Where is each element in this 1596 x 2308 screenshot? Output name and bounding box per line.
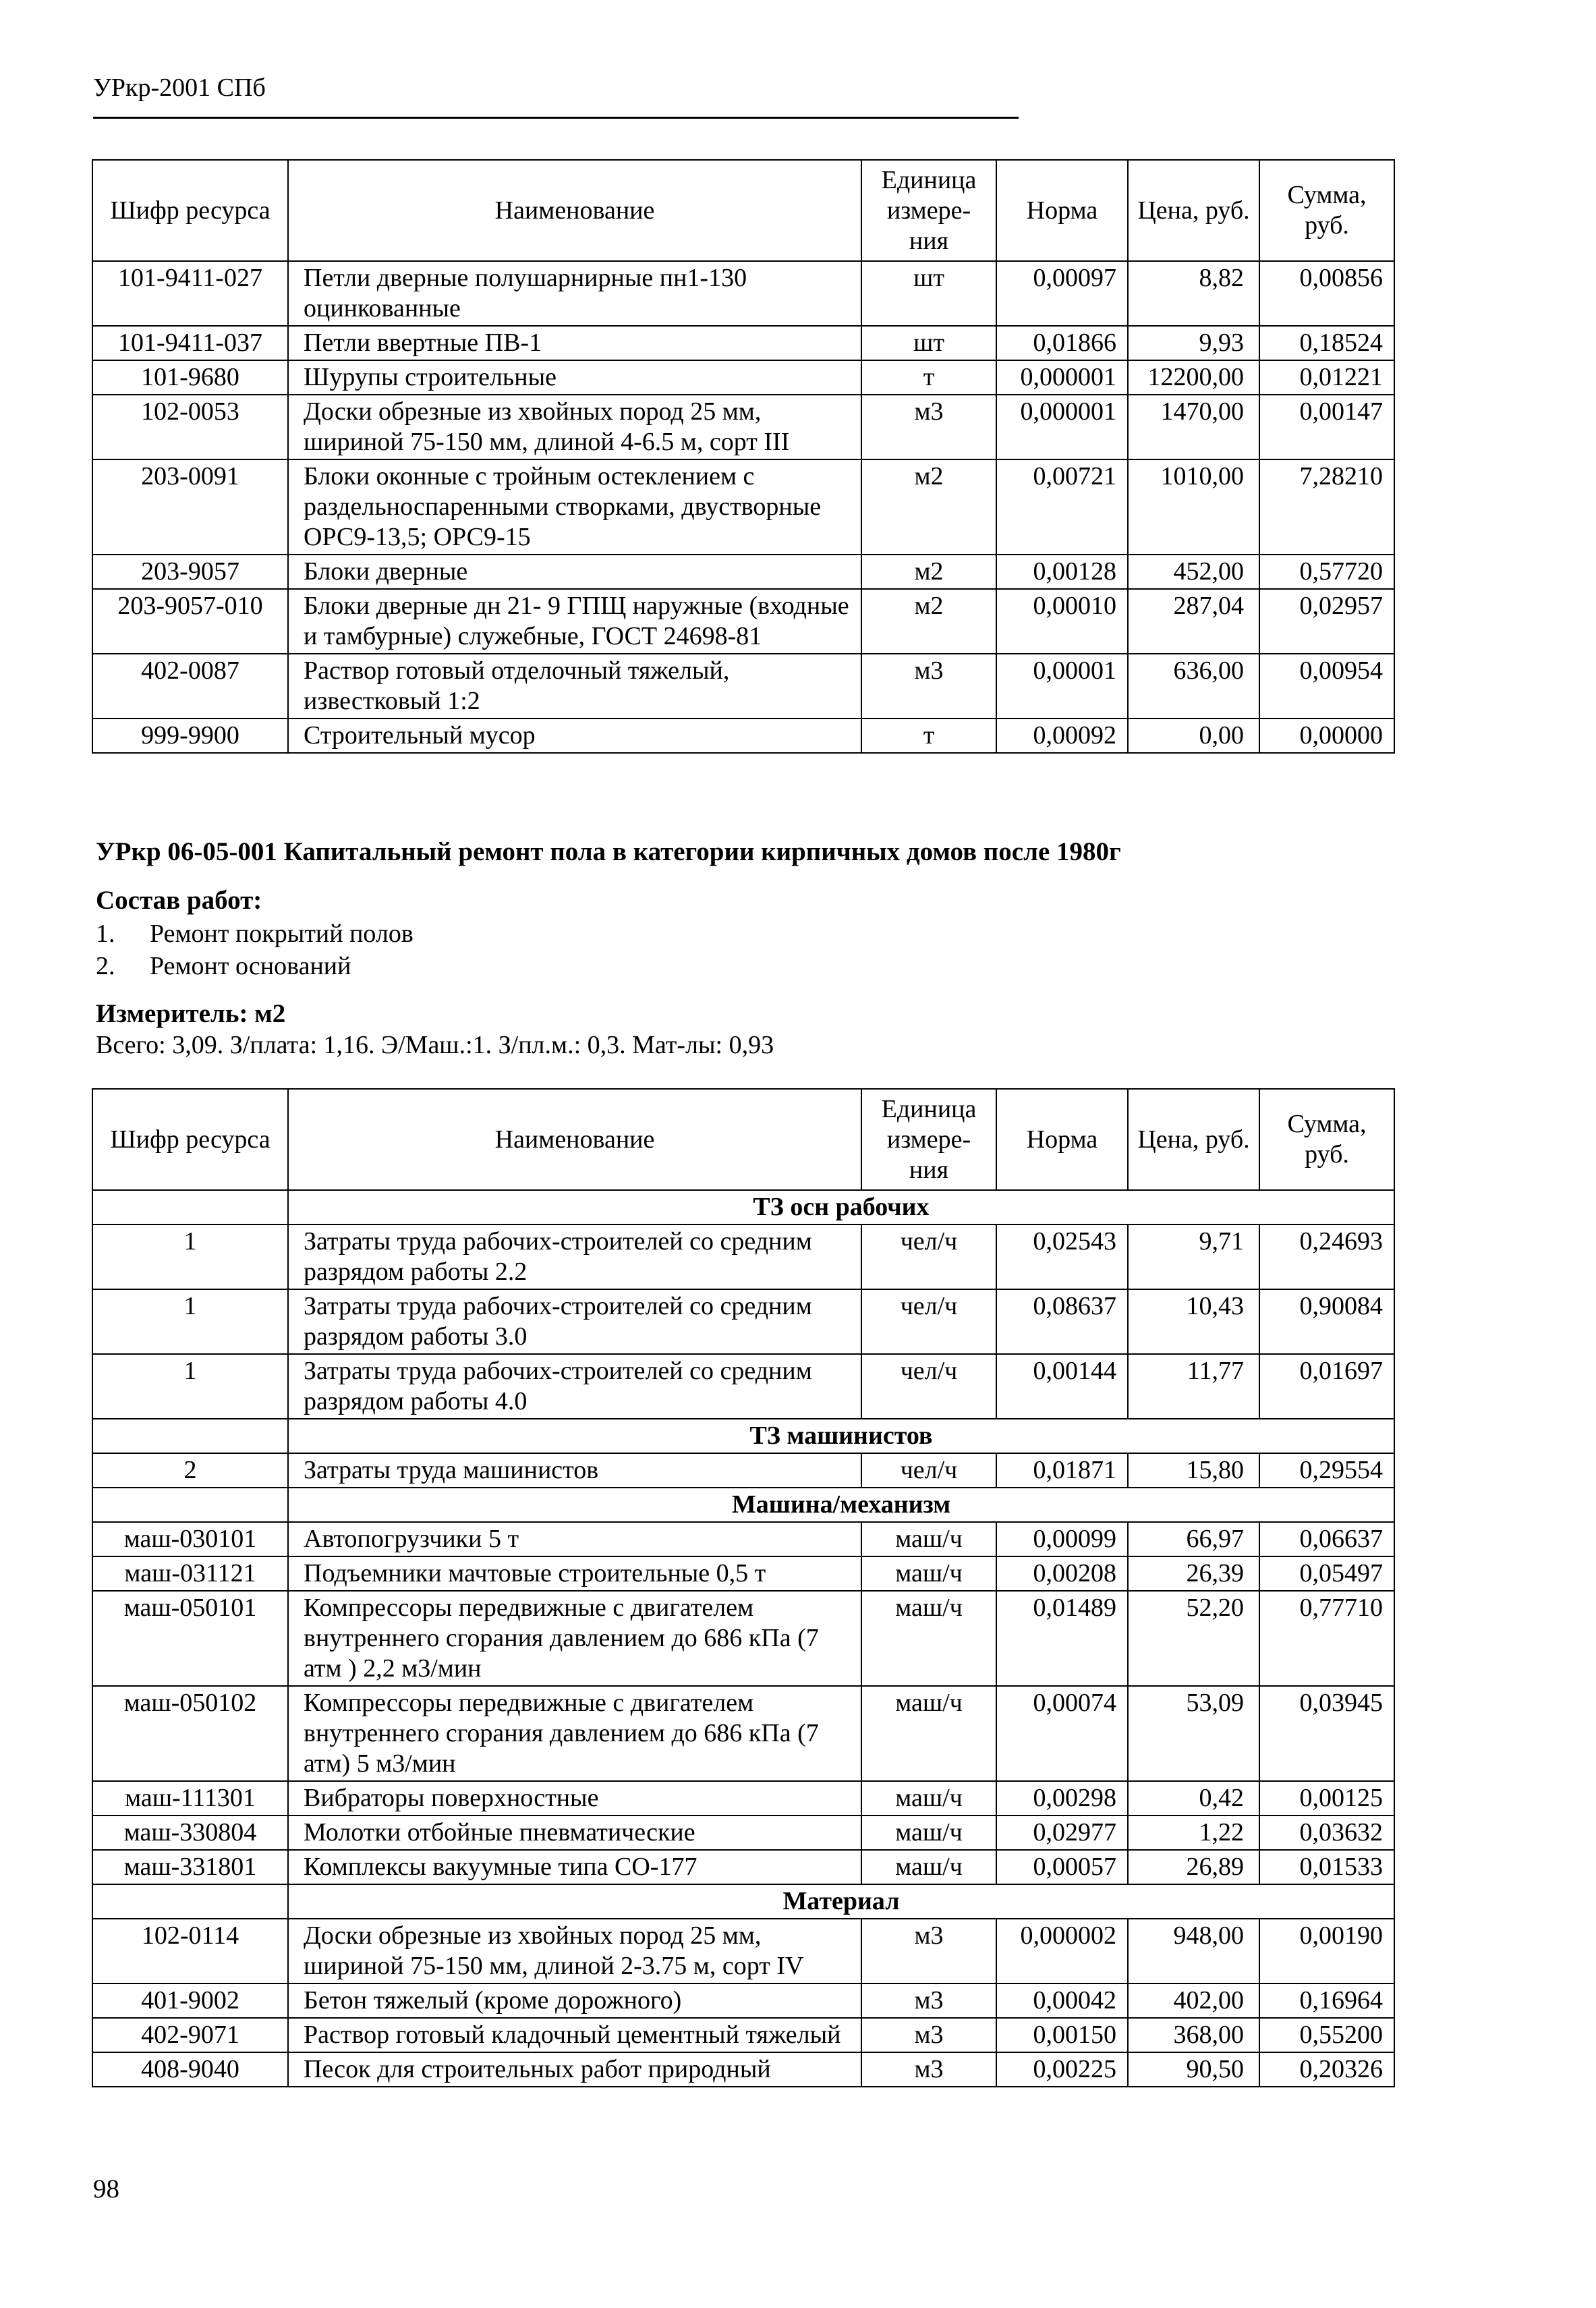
cell-norm: 0,00010 [996,589,1128,654]
cell-name: Компрессоры передвижные с двигателем внутреннего сгорания давлением до 686 кПа (7 атм ) 2,2 м3/мин [288,1591,861,1686]
cell-name: Шурупы строительные [288,360,861,395]
cell-name: Комплексы вакуумные типа СО-177 [288,1850,861,1884]
cell-price: 26,39 [1128,1556,1259,1591]
cell-sum: 0,06637 [1259,1522,1394,1556]
cell-sum: 0,05497 [1259,1556,1394,1591]
cell-sum: 0,03632 [1259,1816,1394,1850]
cell-code: маш-050102 [92,1686,288,1781]
cell-norm: 0,00225 [996,2052,1128,2087]
cell-norm: 0,00097 [996,261,1128,326]
table-row [92,261,1394,326]
cell-unit: маш/ч [861,1686,996,1781]
table-row [92,360,1394,395]
cell-name: Блоки оконные с тройным остеклением с раздельноспаренными створками, двустворные ОРС9-13,5; ОРС9-15 [288,459,861,555]
cell-price: 636,00 [1128,654,1259,719]
group-title: ТЗ машинистов [288,1419,1394,1453]
table-row [92,1686,1394,1781]
cell-code [92,1190,288,1225]
cell-name: Раствор готовый отделочный тяжелый, известковый 1:2 [288,654,861,719]
cell-name: Подъемники мачтовые строительные 0,5 т [288,1556,861,1591]
cell-code: 402-9071 [92,2018,288,2052]
cell-norm: 0,01489 [996,1591,1128,1686]
cell-price: 452,00 [1128,555,1259,589]
cell-sum: 0,24693 [1259,1225,1394,1289]
cell-name: Доски обрезные из хвойных пород 25 мм, шириной 75-150 мм, длиной 4-6.5 м, сорт III [288,395,861,459]
cell-unit: маш/ч [861,1556,996,1591]
cell-norm: 0,00298 [996,1781,1128,1816]
cell-norm: 0,01866 [996,326,1128,360]
cell-price: 1,22 [1128,1816,1259,1850]
column-header-code: Шифр ресурса [92,160,288,261]
column-header-code: Шифр ресурса [92,1089,288,1190]
cell-price: 15,80 [1128,1453,1259,1488]
cell-code: 203-0091 [92,459,288,555]
cell-code: маш-050101 [92,1591,288,1686]
cell-name: Молотки отбойные пневматические [288,1816,861,1850]
cell-norm: 0,01871 [996,1453,1128,1488]
cell-unit: т [861,360,996,395]
cell-unit: маш/ч [861,1816,996,1850]
group-header-row [92,1190,1394,1225]
cell-sum: 0,18524 [1259,326,1394,360]
page-number: 98 [93,2174,119,2203]
cell-unit: м3 [861,2018,996,2052]
cell-norm: 0,08637 [996,1289,1128,1354]
list-item [96,918,414,950]
cell-norm: 0,00001 [996,654,1128,719]
table-row [92,1816,1394,1850]
measure-unit: Измеритель: м2 [96,999,286,1028]
cell-name: Вибраторы поверхностные [288,1781,861,1816]
cell-name: Петли ввертные ПВ-1 [288,326,861,360]
cell-code: 203-9057 [92,555,288,589]
cell-sum: 0,01533 [1259,1850,1394,1884]
cell-name: Бетон тяжелый (кроме дорожного) [288,1983,861,2018]
column-header-norm: Норма [996,160,1128,261]
cell-norm: 0,00208 [996,1556,1128,1591]
cell-code: 999-9900 [92,719,288,753]
cell-sum: 0,16964 [1259,1983,1394,2018]
cell-price: 948,00 [1128,1919,1259,1983]
cell-sum: 0,57720 [1259,555,1394,589]
cell-unit: м3 [861,1919,996,1983]
cell-sum: 0,03945 [1259,1686,1394,1781]
cell-price: 1470,00 [1128,395,1259,459]
cell-unit: м3 [861,395,996,459]
cell-name: Блоки дверные [288,555,861,589]
cell-norm: 0,000001 [996,395,1128,459]
cell-sum: 0,29554 [1259,1453,1394,1488]
cell-name: Раствор готовый кладочный цементный тяжелый [288,2018,861,2052]
cell-price: 8,82 [1128,261,1259,326]
cell-sum: 0,02957 [1259,589,1394,654]
cell-norm: 0,02543 [996,1225,1128,1289]
resource-table-1 [92,159,1395,754]
cell-norm: 0,00074 [996,1686,1128,1781]
cell-price: 1010,00 [1128,459,1259,555]
cell-unit: м2 [861,589,996,654]
cell-code: 102-0114 [92,1919,288,1983]
cell-sum: 0,00125 [1259,1781,1394,1816]
table-row [92,1781,1394,1816]
cell-code: маш-111301 [92,1781,288,1816]
cell-code [92,1884,288,1919]
cell-unit: м3 [861,654,996,719]
cell-unit: м3 [861,2052,996,2087]
cell-code: 2 [92,1453,288,1488]
header-divider [93,117,1019,119]
group-title: Машина/механизм [288,1488,1394,1522]
cell-price: 10,43 [1128,1289,1259,1354]
cell-code: 402-0087 [92,654,288,719]
table-row [92,589,1394,654]
table-row [92,2018,1394,2052]
table-row [92,555,1394,589]
table-row [92,1453,1394,1488]
cell-name: Затраты труда рабочих-строителей со средним разрядом работы 4.0 [288,1354,861,1419]
table-row [92,1289,1394,1354]
cell-unit: маш/ч [861,1850,996,1884]
group-header-row [92,1488,1394,1522]
cell-unit: маш/ч [861,1781,996,1816]
cell-price: 52,20 [1128,1591,1259,1686]
list-item-text: Ремонт оснований [150,952,351,980]
cell-name: Песок для строительных работ природный [288,2052,861,2087]
cell-code [92,1419,288,1453]
cell-price: 26,89 [1128,1850,1259,1884]
column-header-unit: Единица измере-ния [861,1089,996,1190]
column-header-price: Цена, руб. [1128,160,1259,261]
cell-sum: 0,01221 [1259,360,1394,395]
cell-unit: м3 [861,1983,996,2018]
cell-norm: 0,00092 [996,719,1128,753]
table-row [92,1522,1394,1556]
cell-price: 0,00 [1128,719,1259,753]
section-title: УРкр 06-05-001 Капитальный ремонт пола в категории кирпичных домов после 1980г [96,837,1121,866]
cell-price: 53,09 [1128,1686,1259,1781]
cell-sum: 0,00856 [1259,261,1394,326]
table-row [92,326,1394,360]
column-header-sum: Сумма, руб. [1259,160,1394,261]
cell-code: 1 [92,1289,288,1354]
cell-sum: 0,20326 [1259,2052,1394,2087]
cell-unit: шт [861,326,996,360]
cell-price: 0,42 [1128,1781,1259,1816]
cell-price: 9,93 [1128,326,1259,360]
table-row [92,395,1394,459]
cell-norm: 0,00144 [996,1354,1128,1419]
cell-price: 66,97 [1128,1522,1259,1556]
page-header: УРкр-2001 СПб [93,74,266,102]
list-item-number: 1. [96,920,115,948]
cell-sum: 7,28210 [1259,459,1394,555]
table-row [92,2052,1394,2087]
column-header-norm: Норма [996,1089,1128,1190]
cell-unit: чел/ч [861,1289,996,1354]
cell-code: 1 [92,1225,288,1289]
cell-price: 9,71 [1128,1225,1259,1289]
cost-totals: Всего: 3,09. З/плата: 1,16. Э/Маш.:1. З/пл.м.: 0,3. Мат-лы: 0,93 [96,1031,774,1059]
table-row [92,1556,1394,1591]
cell-price: 12200,00 [1128,360,1259,395]
cell-sum: 0,01697 [1259,1354,1394,1419]
cell-name: Затраты труда машинистов [288,1453,861,1488]
cell-sum: 0,55200 [1259,2018,1394,2052]
cell-name: Блоки дверные дн 21- 9 ГПЩ наружные (входные и тамбурные) служебные, ГОСТ 24698-81 [288,589,861,654]
cell-sum: 0,00147 [1259,395,1394,459]
cell-norm: 0,00042 [996,1983,1128,2018]
cell-unit: маш/ч [861,1591,996,1686]
cell-sum: 0,77710 [1259,1591,1394,1686]
cell-unit: м2 [861,555,996,589]
cell-code [92,1488,288,1522]
table-body [92,1190,1394,2087]
cell-code: 408-9040 [92,2052,288,2087]
table-row [92,719,1394,753]
cell-code: 101-9411-027 [92,261,288,326]
group-header-row [92,1884,1394,1919]
works-list [96,918,414,982]
cell-name: Затраты труда рабочих-строителей со средним разрядом работы 2.2 [288,1225,861,1289]
cell-price: 287,04 [1128,589,1259,654]
table-row [92,1354,1394,1419]
list-item [96,950,414,982]
group-title: Материал [288,1884,1394,1919]
column-header-unit: Единица измере-ния [861,160,996,261]
cell-code: 101-9680 [92,360,288,395]
column-header-name: Наименование [288,1089,861,1190]
cell-unit: м2 [861,459,996,555]
cell-code: маш-331801 [92,1850,288,1884]
table-body [92,261,1394,753]
table-row [92,1225,1394,1289]
cell-code: 401-9002 [92,1983,288,2018]
cell-unit: маш/ч [861,1522,996,1556]
cell-sum: 0,00954 [1259,654,1394,719]
cell-sum: 0,00000 [1259,719,1394,753]
cell-norm: 0,000002 [996,1919,1128,1983]
cell-sum: 0,00190 [1259,1919,1394,1983]
cell-unit: шт [861,261,996,326]
cell-unit: чел/ч [861,1453,996,1488]
cell-price: 368,00 [1128,2018,1259,2052]
list-item-text: Ремонт покрытий полов [150,920,414,948]
cell-unit: чел/ч [861,1354,996,1419]
cell-name: Автопогрузчики 5 т [288,1522,861,1556]
cell-norm: 0,02977 [996,1816,1128,1850]
cell-name: Строительный мусор [288,719,861,753]
cell-code: 101-9411-037 [92,326,288,360]
cell-code: маш-031121 [92,1556,288,1591]
column-header-sum: Сумма, руб. [1259,1089,1394,1190]
table-row [92,654,1394,719]
cell-norm: 0,000001 [996,360,1128,395]
cell-norm: 0,00721 [996,459,1128,555]
list-item-number: 2. [96,952,115,980]
table-row [92,1591,1394,1686]
group-title: ТЗ осн рабочих [288,1190,1394,1225]
cell-unit: т [861,719,996,753]
cell-code: 203-9057-010 [92,589,288,654]
cell-norm: 0,00128 [996,555,1128,589]
column-header-name: Наименование [288,160,861,261]
cell-code: 102-0053 [92,395,288,459]
table-row [92,1919,1394,1983]
group-header-row [92,1419,1394,1453]
cell-norm: 0,00099 [996,1522,1128,1556]
composition-heading: Состав работ: [96,886,262,915]
cell-price: 402,00 [1128,1983,1259,2018]
cell-norm: 0,00057 [996,1850,1128,1884]
cell-code: маш-030101 [92,1522,288,1556]
resource-table-2 [92,1088,1395,2087]
cell-name: Компрессоры передвижные с двигателем внутреннего сгорания давлением до 686 кПа (7 атм) 5 м3/мин [288,1686,861,1781]
cell-name: Затраты труда рабочих-строителей со средним разрядом работы 3.0 [288,1289,861,1354]
cell-code: 1 [92,1354,288,1419]
cell-norm: 0,00150 [996,2018,1128,2052]
table-row [92,1983,1394,2018]
cell-name: Петли дверные полушарнирные пн1-130 оцинкованные [288,261,861,326]
table-row [92,1850,1394,1884]
column-header-price: Цена, руб. [1128,1089,1259,1190]
cell-price: 90,50 [1128,2052,1259,2087]
cell-sum: 0,90084 [1259,1289,1394,1354]
table-row [92,459,1394,555]
cell-name: Доски обрезные из хвойных пород 25 мм, шириной 75-150 мм, длиной 2-3.75 м, сорт IV [288,1919,861,1983]
cell-unit: чел/ч [861,1225,996,1289]
cell-price: 11,77 [1128,1354,1259,1419]
cell-code: маш-330804 [92,1816,288,1850]
